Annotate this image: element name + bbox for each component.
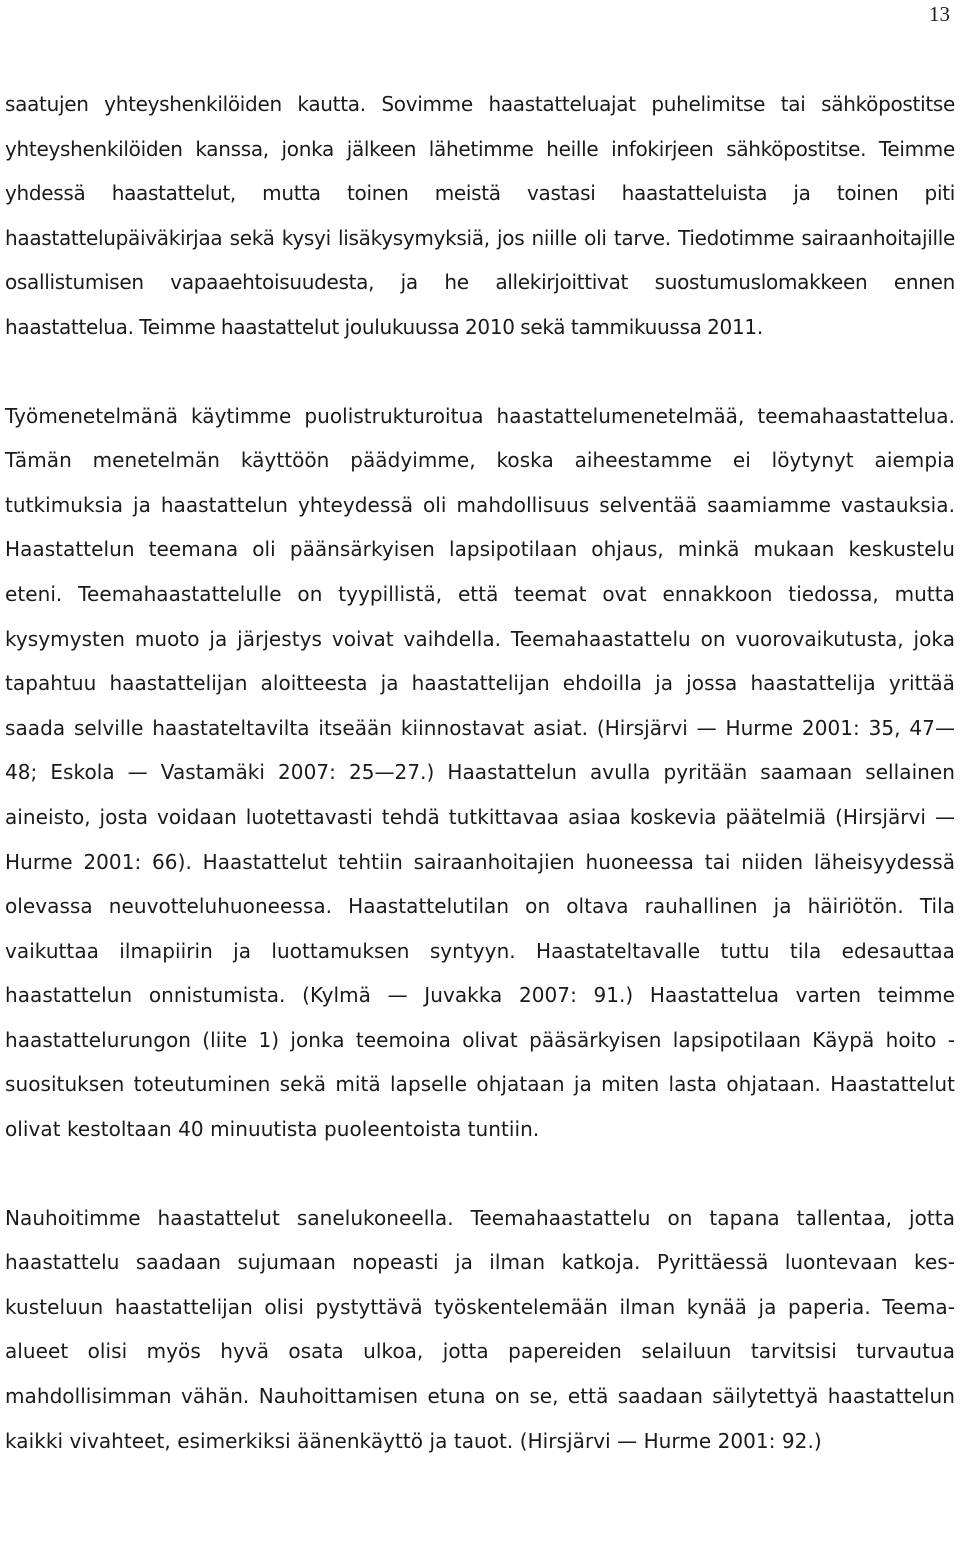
paragraph-gap <box>5 1152 955 1196</box>
paragraph-interview-method: Työmenetelmänä käytimme puolistrukturoitua haastattelumenetelmää, teemahaastattelua. Tämän menetelmän käyttöön päädyimme, koska aiheestamme ei löytynyt aiempia tutkimuksia ja haastattelun yhteydessä oli mahdollisuus selventää saamiamme vastauksia. Haastattelun teemana oli päänsärkyisen lapsipotilaan ohjaus, minkä mukaan keskustelu eteni. Teemahaastattelulle on tyypillistä, että teemat ovat ennakkoon tiedossa, mutta kysymysten muoto ja järjestys voivat vaihdella. Teemahaastattelu on vuorovaikutusta, joka tapahtuu haastattelijan aloitteesta ja haastattelijan ehdoilla ja jossa haastattelija yrittää saada selville haastateltavilta itseään kiinnostavat asiat. (Hirsjärvi — Hurme 2001: 35, 47—48; Eskola — Vastamäki 2007: 25—27.) Haastattelun avulla pyritään saamaan sellainen aineisto, josta voidaan luotettavasti tehdä tutkittavaa asiaa koskevia päätelmiä (Hirsjärvi — Hurme 2001: 66). Haastattelut tehtiin sairaanhoitajien huoneessa tai niiden läheisyydessä olevassa neuvotteluhuoneessa. Haastattelutilan on oltava rauhallinen ja häiriötön. Tila vaikuttaa ilmapiirin ja luottamuksen syntyyn. Haastateltavalle tuttu tila edesauttaa haastattelun onnistumista. (Kylmä — Juvakka 2007: 91.) Haastattelua varten teimme haastattelurungon (liite 1) jonka teemoina olivat pääsärkyisen lapsipotilaan Käypä hoito -suosituksen toteutuminen sekä mitä lapselle ohjataan ja miten lasta ohjataan. Haastattelut olivat kestoltaan 40 minuutista puoleentoista tuntiin. <box>5 403 955 1142</box>
document-body <box>5 82 955 1463</box>
paragraph-recording: Nauhoitimme haastattelut sanelukoneella. Teemahaastattelu on tapana tallentaa, jotta haastattelu saadaan sujumaan nopeasti ja ilman katkoja. Pyrittäessä luontevaan keskusteluun haastattelijan olisi pystyttävä työskentelemään ilman kynää ja paperia. Teema-alueet olisi myös hyvä osata ulkoa, jotta papereiden selailuun tarvitsisi turvautua mahdollisimman vähän. Nauhoittamisen etuna on se, että saadaan säilytettyä haastattelun kaikki vivahteet, esimerkiksi äänenkäyttö ja tauot. (Hirsjärvi — Hurme 2001: 92.) <box>5 1205 955 1453</box>
page-number: 13 <box>929 2 950 26</box>
paragraph-gap <box>5 350 955 394</box>
paragraph-interview-arrangements: saatujen yhteyshenkilöiden kautta. Sovimme haastatteluajat puhelimitse tai sähköpostitse yhteyshenkilöiden kanssa, jonka jälkeen lähetimme heille infokirjeen sähköpostitse. Teimme yhdessä haastattelut, mutta toinen meistä vastasi haastatteluista ja toinen piti haastattelupäiväkirjaa sekä kysyi lisäkysymyksiä, jos niille oli tarve. Tiedotimme sairaanhoitajille osallistumisen vapaaehtoisuudesta, ja he allekirjoittivat suostumuslomakkeen ennen haastattelua. Teimme haastattelut joulukuussa 2010 sekä tammikuussa 2011. <box>5 92 955 339</box>
